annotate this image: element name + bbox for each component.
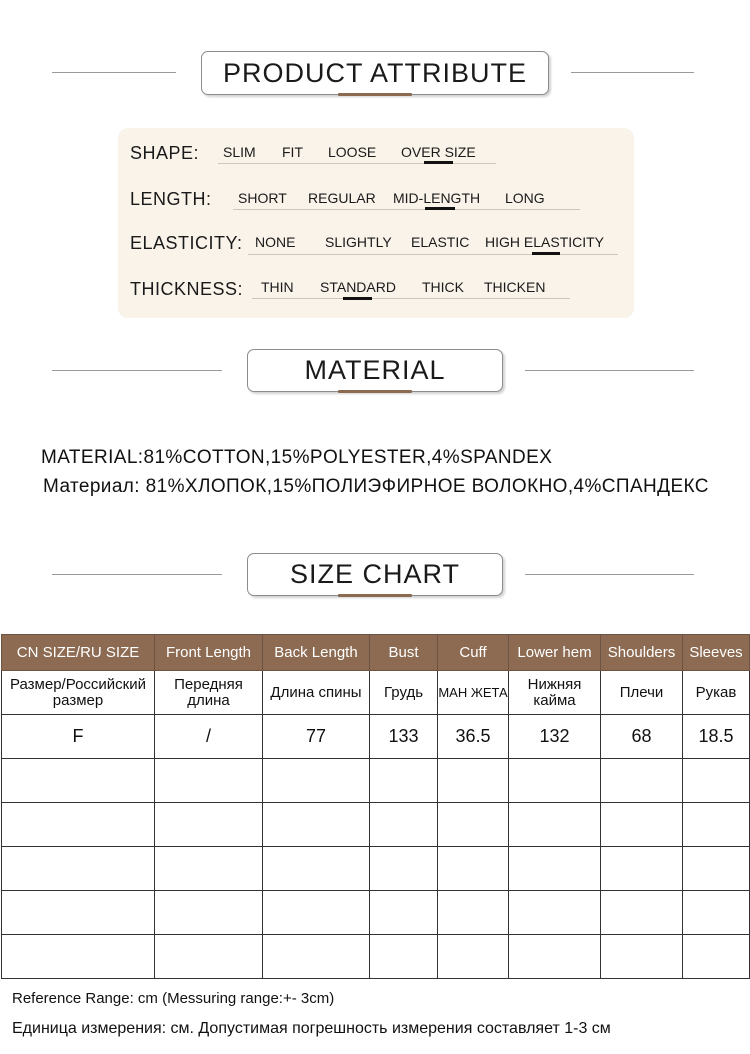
opt-length-long: LONG — [505, 190, 545, 206]
opt-length-short: SHORT — [238, 190, 287, 206]
divider-right — [525, 370, 694, 371]
title-accent — [338, 390, 412, 393]
attr-label-shape: SHAPE: — [130, 143, 200, 163]
cell-bust: 133 — [370, 715, 438, 759]
cell-back-length: 77 — [263, 715, 370, 759]
opt-elasticity-slightly: SLIGHTLY — [325, 234, 392, 250]
material-ru-value: 81%ХЛОПОК,15%ПОЛИЭФИРНОЕ ВОЛОКНО,4%СПАНДЕКС — [145, 476, 709, 497]
table-row-empty — [2, 759, 750, 803]
attr-label-length: LENGTH: — [130, 189, 212, 209]
table-ru-header-row — [2, 671, 750, 715]
thickness-underline — [252, 298, 570, 299]
ru-header-sleeves: Рукав — [683, 671, 750, 715]
ru-header-front-length: Передняя длина — [155, 671, 263, 715]
elasticity-selected-marker — [532, 252, 560, 255]
opt-shape-slim: SLIM — [223, 144, 256, 160]
header-cn-size: CN SIZE/RU SIZE — [2, 635, 155, 671]
ru-header-bust: Грудь — [370, 671, 438, 715]
header-lower-hem: Lower hem — [509, 635, 601, 671]
length-selected-marker — [425, 207, 455, 210]
header-sleeves: Sleeves — [683, 635, 750, 671]
cell-size: F — [2, 715, 155, 759]
opt-length-midlength: MID-LENGTH — [393, 190, 481, 206]
size-chart-table — [1, 634, 750, 979]
opt-shape-fit: FIT — [282, 144, 303, 160]
opt-thickness-thin: THIN — [261, 279, 294, 295]
divider-left — [52, 370, 222, 371]
section-title-attributes-text: PRODUCT ATTRIBUTE — [222, 57, 528, 88]
material-en — [41, 447, 552, 469]
material-en-value: 81%COTTON,15%POLYESTER,4%SPANDEX — [143, 447, 553, 468]
table-row-empty — [2, 891, 750, 935]
header-front-length: Front Length — [155, 635, 263, 671]
section-title-size — [247, 553, 503, 596]
header-shoulders: Shoulders — [601, 635, 683, 671]
section-title-material-text: MATERIAL — [304, 355, 446, 385]
reference-range-ru: Единица измерения: см. Допустимая погрешность измерения составляет 1-3 см — [12, 1020, 611, 1037]
opt-thickness-thick: THICK — [422, 279, 464, 295]
shape-selected-marker — [424, 161, 453, 164]
table-row-empty — [2, 803, 750, 847]
section-title-material — [247, 349, 503, 392]
section-title-attributes — [201, 51, 549, 95]
ru-header-shoulders: Плечи — [601, 671, 683, 715]
header-back-length: Back Length — [263, 635, 370, 671]
ru-header-lower-hem: Нижняя кайма — [509, 671, 601, 715]
title-accent — [338, 594, 412, 597]
table-row-empty — [2, 935, 750, 979]
opt-shape-oversize: OVER SIZE — [401, 144, 476, 160]
divider-right — [571, 72, 694, 73]
opt-shape-loose: LOOSE — [328, 144, 377, 160]
cell-sleeves: 18.5 — [683, 715, 750, 759]
attr-label-elasticity: ELASTICITY: — [130, 233, 243, 253]
table-header-row — [2, 635, 750, 671]
divider-left — [52, 72, 176, 73]
opt-length-regular: REGULAR — [308, 190, 376, 206]
section-title-size-text: SIZE CHART — [289, 559, 461, 589]
cell-front-length: / — [155, 715, 263, 759]
table-row — [2, 715, 750, 759]
table-row-empty — [2, 847, 750, 891]
ru-header-back-length: Длина спины — [263, 671, 370, 715]
divider-right — [525, 574, 694, 575]
header-bust: Bust — [370, 635, 438, 671]
material-en-label: MATERIAL: — [41, 447, 144, 468]
opt-elasticity-none: NONE — [255, 234, 296, 250]
opt-elasticity-high: HIGH ELASTICITY — [485, 234, 605, 250]
elasticity-underline — [248, 254, 618, 255]
thickness-selected-marker — [343, 297, 372, 300]
opt-thickness-standard: STANDARD — [320, 279, 396, 295]
divider-left — [52, 574, 222, 575]
shape-underline — [218, 163, 496, 164]
title-accent — [338, 93, 412, 96]
cell-shoulders: 68 — [601, 715, 683, 759]
ru-header-cuff: МАН ЖЕТА — [438, 671, 509, 715]
ru-header-size: Размер/Российский размер — [2, 671, 155, 715]
cell-lower-hem: 132 — [509, 715, 601, 759]
opt-thickness-thicken: THICKEN — [484, 279, 546, 295]
header-cuff: Cuff — [438, 635, 509, 671]
length-underline — [233, 209, 580, 210]
opt-elasticity-elastic: ELASTIC — [411, 234, 470, 250]
reference-range-en: Reference Range: cm (Messuring range:+- 3cm) — [12, 990, 335, 1007]
cell-cuff: 36.5 — [438, 715, 509, 759]
material-ru-label: Материал: — [43, 476, 140, 497]
material-ru — [43, 476, 709, 498]
attr-label-thickness: THICKNESS: — [130, 279, 244, 299]
